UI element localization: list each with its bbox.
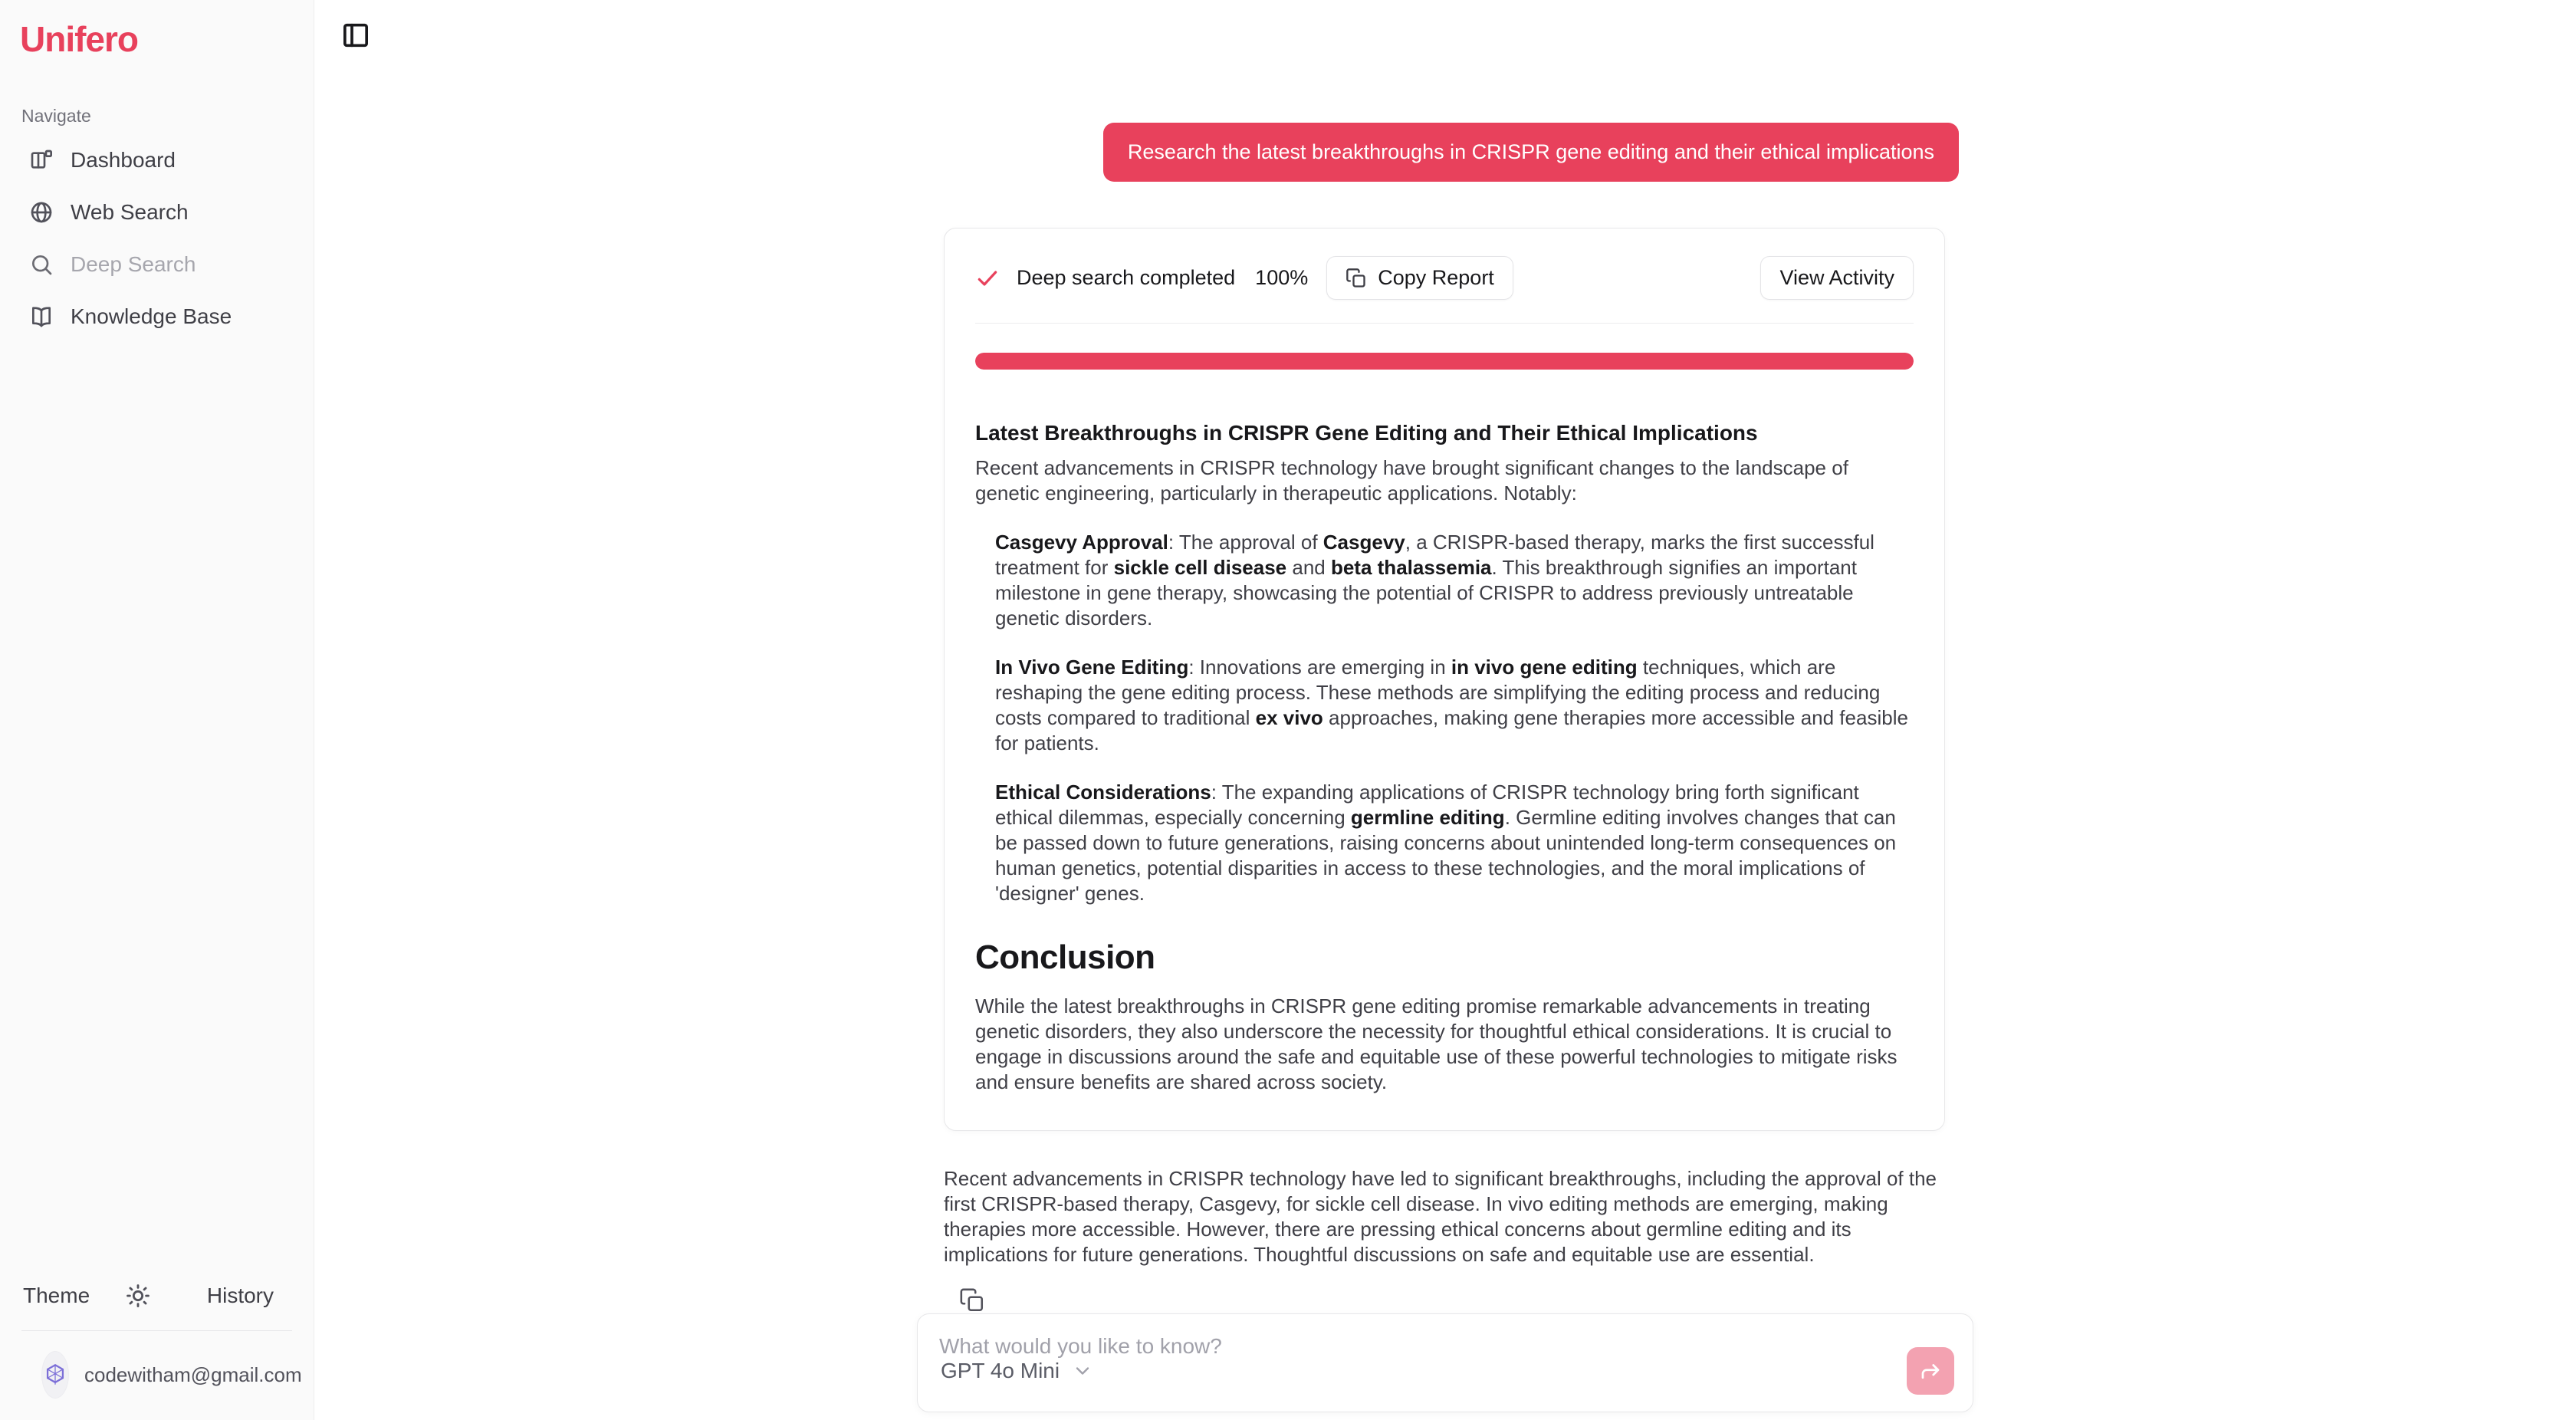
avatar [41, 1351, 69, 1399]
sidebar-item-label: Web Search [71, 200, 189, 224]
account-row[interactable] [20, 1331, 302, 1402]
sidebar-footer [0, 1278, 314, 1402]
sidebar-item-label: Deep Search [71, 252, 196, 276]
report-body [975, 420, 1914, 1095]
copy-icon [1346, 268, 1367, 289]
sidebar-item-web-search[interactable] [8, 188, 306, 237]
progress-fill [975, 353, 1914, 370]
chat-thread [916, 0, 1974, 1313]
progress-bar [975, 353, 1914, 370]
sidebar-item-label: Dashboard [71, 148, 176, 172]
report-intro: Recent advancements in CRISPR technology have brought significant changes to the landscape of genetic engineering, particularly in therapeutic applications. Notably: [975, 456, 1848, 505]
book-open-icon [29, 304, 54, 329]
deep-search-report-card [944, 228, 1945, 1131]
report-divider [975, 323, 1914, 324]
view-activity-label: View Activity [1779, 266, 1894, 289]
sidebar-item-deep-search[interactable] [8, 240, 306, 289]
sidebar-toggle-icon[interactable] [340, 20, 371, 51]
assistant-summary: Recent advancements in CRISPR technology have led to significant breakthroughs, including the approval of the first CRISPR-based therapy, Casgevy, for sickle cell disease. In vivo editing methods are emerging, making therapies more accessible. However, there are pressing ethical concerns about germline editing and its implications for future generations. Thoughtful discussions on safe and equitable use are essential. [944, 1167, 1937, 1266]
composer [917, 1313, 1973, 1412]
globe-icon [29, 200, 54, 225]
sidebar [0, 0, 314, 1420]
sun-icon[interactable] [125, 1283, 151, 1309]
sidebar-item-dashboard[interactable] [8, 136, 306, 185]
model-selector[interactable] [939, 1354, 1095, 1388]
report-title: Latest Breakthroughs in CRISPR Gene Editing and Their Ethical Implications [975, 421, 1758, 445]
copy-summary-icon[interactable] [959, 1287, 985, 1313]
dashboard-icon [29, 148, 54, 173]
send-button[interactable] [1907, 1347, 1954, 1395]
status-text: Deep search completed [1017, 266, 1236, 289]
chevron-down-icon [1072, 1360, 1093, 1382]
theme-label[interactable]: Theme [23, 1284, 90, 1307]
report-bullet: In Vivo Gene Editing: Innovations are emerging in in vivo gene editing techniques, which are reshaping the gene editing process. These methods are simplifying the editing process and reducing costs compared to traditional ex vivo approaches, making gene therapies more accessible and feasible for patients. [995, 656, 1908, 754]
sidebar-item-label: Knowledge Base [71, 304, 232, 328]
main-area [314, 0, 2576, 1420]
conclusion-heading: Conclusion [975, 938, 1155, 976]
app-logo[interactable]: Unifero [20, 19, 138, 59]
report-bullet: Casgevy Approval: The approval of Casgevy, a CRISPR-based therapy, marks the first successful treatment for sickle cell disease and beta thalassemia. This breakthrough signifies an important milestone in gene therapy, showcasing the potential of CRISPR to address previously untreatable genetic disorders. [995, 531, 1875, 629]
sidebar-item-knowledge-base[interactable] [8, 292, 306, 341]
nav-section-label: Navigate [21, 106, 91, 126]
account-email: codewitham@gmail.com [84, 1362, 302, 1386]
copy-report-label: Copy Report [1378, 266, 1494, 289]
report-bullet: Ethical Considerations: The expanding applications of CRISPR technology bring forth significant ethical dilemmas, especially concerning germline editing. Germline editing involves changes that can be passed down to future generations, raising concerns about unintended long-term consequences on human genetics, potential disparities in access to these technologies, and the moral implications of 'designer' genes. [995, 781, 1897, 905]
user-message-bubble: Research the latest breakthroughs in CRISPR gene editing and their ethical implications [1103, 123, 1959, 182]
model-selector-value: GPT 4o Mini [941, 1359, 1060, 1382]
search-icon [29, 252, 54, 277]
check-icon [975, 266, 1000, 291]
conclusion-text: While the latest breakthroughs in CRISPR gene editing promise remarkable advancements in treating genetic disorders, they also underscore the necessity for thoughtful ethical considerations. It is crucial to engage in discussions around the safe and equitable use of these powerful technologies to mitigate risks and ensure benefits are shared across society. [975, 994, 1898, 1093]
view-activity-button[interactable] [1760, 256, 1914, 300]
report-header [975, 256, 1914, 300]
history-button[interactable]: History [206, 1284, 274, 1307]
copy-report-button[interactable] [1326, 256, 1513, 300]
progress-percent: 100% [1255, 266, 1309, 289]
